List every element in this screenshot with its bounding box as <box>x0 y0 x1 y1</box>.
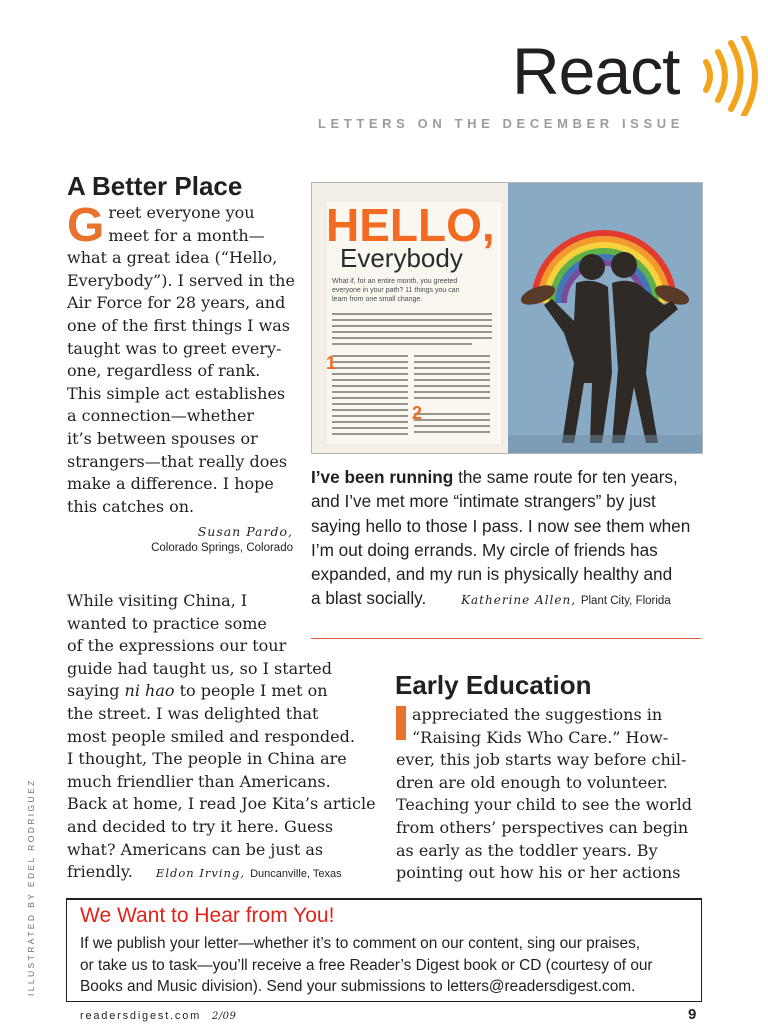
text-line: strangers—that really does <box>67 451 288 471</box>
text-line: Air Force for 28 years, and <box>67 293 286 313</box>
text-line: a blast socially. <box>311 588 427 609</box>
footer-url <box>80 1010 236 1022</box>
illustration-deck-line: learn from one small change. <box>332 296 423 303</box>
site-url: readersdigest.com <box>80 1010 202 1022</box>
illustration-title-top: HELLO, <box>326 199 495 251</box>
text-line: expanded, and my run is physically healthy and <box>311 564 673 585</box>
letter-lead-in: I’ve been running <box>311 467 454 487</box>
text-line: it’s between spouses or <box>67 428 258 448</box>
text-line: friendly. <box>67 862 133 882</box>
section-title-react: React <box>512 34 680 108</box>
text-line: meet for a month— <box>108 225 265 245</box>
text-line: the street. I was delighted that <box>67 703 319 723</box>
text-italic: ni hao <box>124 681 175 701</box>
text-line: ever, this job starts way before chil- <box>396 750 687 770</box>
page-number: 9 <box>688 1006 697 1023</box>
author-place: Plant City, Florida <box>580 595 671 608</box>
text-line: taught was to greet every- <box>67 338 282 358</box>
text-line: “Raising Kids Who Care.” How- <box>412 727 669 747</box>
submission-box-left-rule <box>66 900 67 1002</box>
text-line: appreciated the suggestions in <box>412 705 663 724</box>
text-line: Back at home, I read Joe Kita’s article <box>67 794 376 814</box>
author-place: Colorado Springs, Colorado <box>151 542 293 554</box>
text-line: and decided to try it here. Guess <box>67 816 334 836</box>
text-line: most people smiled and responded. <box>67 726 355 746</box>
divider-rule <box>311 638 701 639</box>
illustration-deck-line: What if, for an entire month, you greeted <box>332 278 458 285</box>
section-tagline: LETTERS ON THE DECEMBER ISSUE <box>318 116 684 131</box>
text-line: of the expressions our tour <box>67 636 287 656</box>
text-line: to people I met on <box>174 681 328 701</box>
text-line: saying <box>67 681 125 701</box>
headline-a-better-place: A Better Place <box>67 171 243 201</box>
author-name: Susan Pardo, <box>197 524 293 539</box>
text-line: I’m out doing errands. My circle of friends has <box>311 539 658 560</box>
text-line: from others’ perspectives can begin <box>396 817 689 837</box>
text-line: pointing out how his or her actions <box>396 863 681 883</box>
text-line: a connection—whether <box>67 406 255 426</box>
text-line: one, regardless of rank. <box>67 361 261 381</box>
drop-cap-g: G <box>67 199 105 252</box>
text-line: If we publish your letter—whether it’s to comment on our content, sing our praises, <box>80 935 641 952</box>
text-line: I thought, The people in China are <box>67 749 347 769</box>
illustration-graphic <box>312 183 702 453</box>
illustration-deck-line: everyone in your path? 11 things you can <box>332 287 460 294</box>
submission-box-bottom-rule <box>66 1001 702 1002</box>
submission-text <box>80 933 704 998</box>
text-line: or take us to task—you’ll receive a free Reader’s Digest book or CD (courtesy of our <box>80 956 653 974</box>
svg-text:2: 2 <box>412 403 423 423</box>
text-line: saying hello to those I pass. I now see them when <box>311 515 691 536</box>
text-line: make a difference. I hope <box>67 474 274 494</box>
issue-date: 2/09 <box>211 1011 237 1022</box>
letter-china-body <box>67 590 387 886</box>
author-name: Eldon Irving, <box>155 866 245 881</box>
text-line: much friendlier than Americans. <box>67 771 331 791</box>
text-line: what? Americans can be just as <box>67 839 324 859</box>
text-line: reet everyone you <box>108 203 255 222</box>
signature-susan-pardo <box>120 524 293 554</box>
text-line: This simple act establishes <box>67 383 286 403</box>
text-line: dren are old enough to volunteer. <box>396 772 668 792</box>
letter-running-body <box>311 465 711 614</box>
sound-waves-icon <box>700 36 764 116</box>
illustration-title-bottom: Everybody <box>340 243 463 273</box>
text-line: guide had taught us, so I started <box>67 658 332 678</box>
svg-text:1: 1 <box>326 353 337 373</box>
text-line: Books and Music division). Send your submissions to letters@readersdigest.com. <box>80 978 636 995</box>
text-line: wanted to practice some <box>67 613 267 633</box>
text-line: this catches on. <box>67 496 195 516</box>
text-line: what a great idea (“Hello, <box>67 248 278 268</box>
letter-better-place-body <box>67 199 307 518</box>
author-name: Katherine Allen, <box>461 593 577 608</box>
text-line: Teaching your child to see the world <box>396 795 692 815</box>
text-line: While visiting China, I <box>67 591 248 610</box>
text-line: as early as the toddler years. By <box>396 840 658 860</box>
text-line: the same route for ten years, <box>453 467 678 487</box>
illustration-credit: ILLUSTRATED BY EDEL RODRIGUEZ <box>26 778 36 996</box>
text-line: one of the first things I was <box>67 315 291 335</box>
author-place: Duncanville, Texas <box>250 868 342 881</box>
text-line: and I’ve met more “intimate strangers” by just <box>311 491 656 512</box>
article-illustration <box>311 182 703 454</box>
letter-early-education-body <box>396 704 708 885</box>
headline-early-education: Early Education <box>395 670 592 700</box>
submission-headline: We Want to Hear from You! <box>80 904 335 927</box>
text-line: Everybody”). I served in the <box>67 270 295 290</box>
